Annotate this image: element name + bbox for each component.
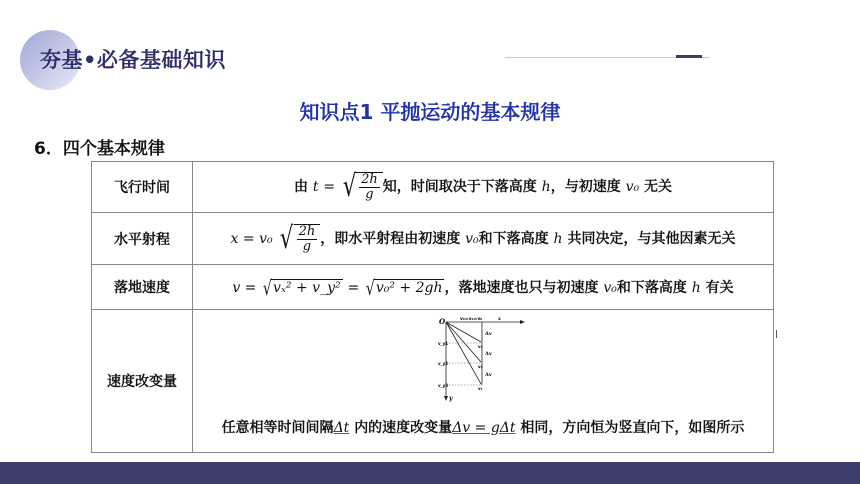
radicand: vₓ² + v_y² [273,280,341,296]
velocity-label: v₂ [478,363,483,369]
velocity-label: v₃ [478,385,483,391]
sqrt-expression [364,275,444,300]
text-segment: 相同，方向恒为竖直向下，如图所示 [520,419,745,436]
footer-bar [0,462,860,484]
math-var-h: h [691,279,701,296]
x-axis-label: x [498,315,501,322]
delta-v-label: Δv [485,371,492,378]
sqrt-sign-icon: √ [280,220,294,256]
sqrt-sign-icon: √ [365,275,375,300]
fraction-numerator: 2h [361,172,378,188]
math-delta-t: Δt [333,419,350,436]
row-label: 速度改变量 [92,310,193,453]
math-var-v0: v₀ [603,279,617,296]
section-title: 6．四个基本规律 [34,139,165,159]
math-equals: = [347,279,360,296]
table-row [92,265,774,310]
vy-label: v_y1 [438,340,448,346]
math-var-v0: v₀ [465,230,479,247]
row-content [193,265,774,310]
text-segment: 有关 [705,279,734,296]
text-segment: 内的速度改变量 [354,419,453,436]
radicand: v₀² + 2gh [375,280,443,296]
vy-label: v_y2 [438,360,448,366]
text-segment: 共同决定，与其他因素无关 [567,230,736,247]
text-segment: ，落地速度也只与初速度 [444,279,599,296]
table-row [92,310,774,453]
math-expression: v = [232,279,257,296]
row-label: 落地速度 [92,265,193,310]
row-label: 飞行时间 [92,162,193,213]
sqrt-expression [261,275,342,300]
text-segment: 无关 [643,179,672,195]
text-segment: ，即水平射程由初速度 [320,230,461,247]
fraction [359,173,380,201]
x-axis-arrow-icon [520,320,525,324]
origin-label: O [439,316,446,326]
table-row [92,213,774,265]
edge-tick-mark [776,330,777,338]
text-segment: ，与初速度 [550,179,621,195]
math-var-t: t [312,179,319,195]
fraction-denominator: g [365,187,374,202]
text-segment: 任意相等时间间隔 [221,419,334,436]
velocity-change-diagram [438,315,528,403]
text-segment: 和下落高度 [478,230,549,247]
section-header-title: 夯基•必备基础知识 [40,48,226,72]
text-segment: 和下落高度 [616,279,687,296]
header-dash-mark [676,55,702,58]
sqrt-sign-icon: √ [342,169,357,204]
text-segment: 由 [294,179,309,195]
velocity-vector [446,322,481,362]
delta-v-label: Δv [485,330,492,337]
row-label: 水平射程 [92,213,193,265]
sqrt-expression [277,220,320,256]
math-var-h: h [541,179,551,195]
table-row [92,162,774,213]
velocity-change-description [194,417,772,437]
fraction-denominator: g [302,238,312,254]
top-velocity-label: v₀=v₀=v₀ [460,316,483,322]
math-formula: Δv = gΔt [452,419,516,436]
velocity-label: v₁ [478,343,483,349]
math-var-v0: v₀ [625,179,640,195]
delta-v-label: Δv [485,350,492,357]
row-content [193,162,774,213]
fraction [297,225,318,253]
velocity-vector [446,322,481,384]
y-axis-label: y [449,394,453,402]
row-content [193,310,774,453]
rules-table [91,161,774,453]
vy-label: v_y3 [438,382,448,388]
math-var-h: h [553,230,563,247]
math-expression: x = v₀ [230,230,273,247]
sqrt-sign-icon: √ [263,275,273,300]
knowledge-point-title: 知识点1 平抛运动的基本规律 [299,100,561,124]
math-equals: = [323,179,336,195]
text-segment: 知，时间取决于下落高度 [382,179,537,195]
sqrt-expression [340,169,383,204]
y-axis-arrow-icon [444,396,448,401]
fraction-numerator: 2h [298,223,316,239]
row-content [193,213,774,265]
